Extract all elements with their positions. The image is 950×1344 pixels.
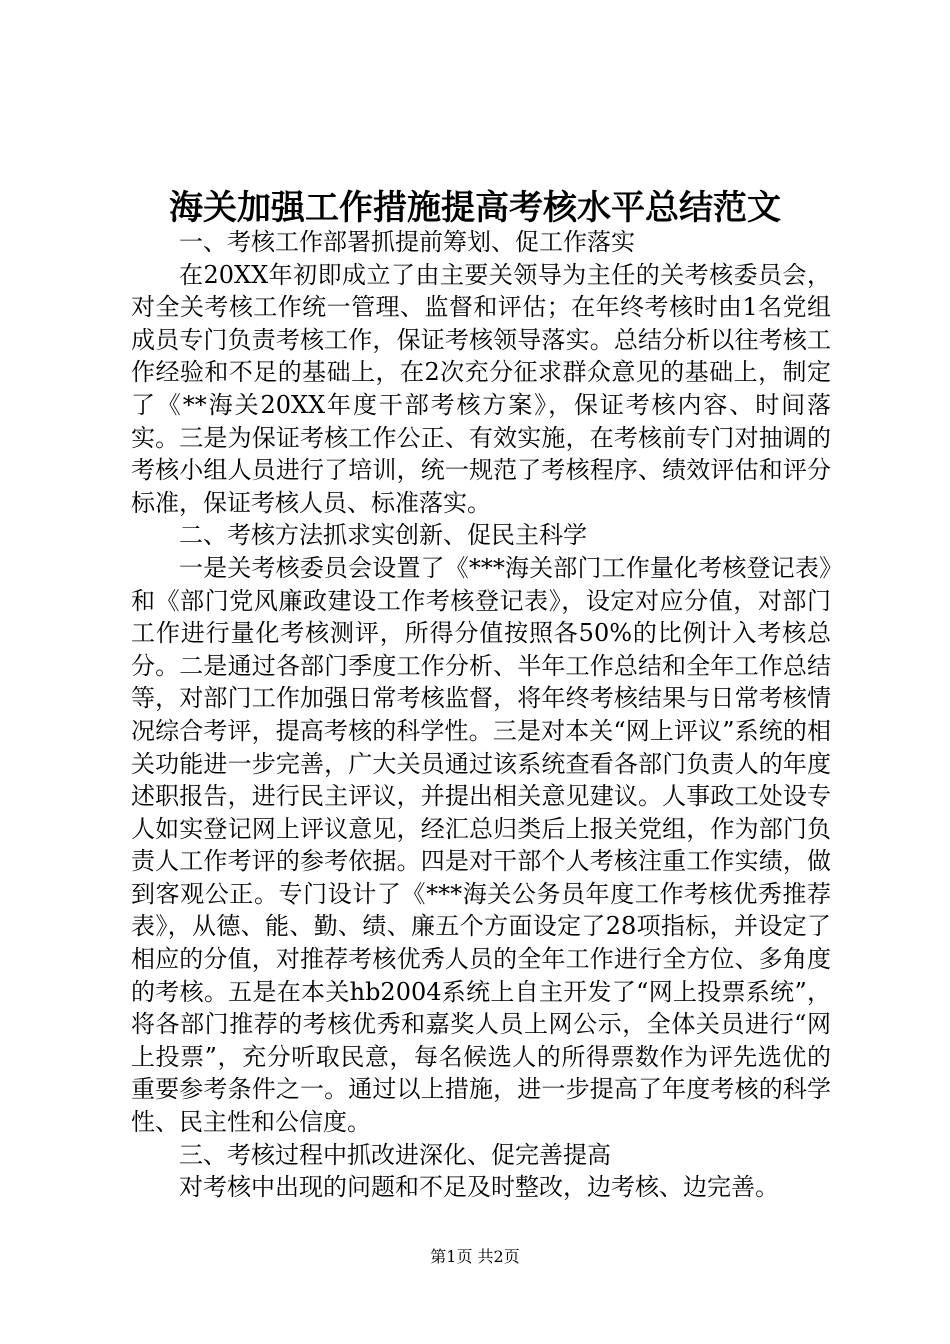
section-1-paragraph: 在20XX年初即成立了由主要关领导为主任的关考核委员会，对全关考核工作统一管理、监督和评估；在年终考核时由1名党组成员专门负责考核工作，保证考核领导落实。总结分析以往考核工作经验和不足的基础上，在2次充分征求群众意见的基础上，制定了《**海关20XX年度干部考核方案》，保证考核内容、时间落实。三是为保证考核工作公正、有效实施，在考核前专门对抽调的考核小组人员进行了培训，统一规范了考核程序、绩效评估和评分标准，保证考核人员、标准落实。 <box>131 260 831 517</box>
section-2-heading: 二、考核方法抓求实创新、促民主科学 <box>179 521 587 550</box>
page-number-footer: 第1页 共2页 <box>430 1247 520 1266</box>
document-body <box>131 226 831 1204</box>
section-3-heading: 三、考核过程中抓改进深化、促完善提高 <box>179 1140 611 1169</box>
section-2-paragraph: 一是关考核委员会设置了《***海关部门工作量化考核登记表》和《部门党风廉政建设工作考核登记表》，设定对应分值，对部门工作进行量化考核测评，所得分值按照各50%的比例计入考核总分。二是通过各部门季度工作分析、半年工作总结和全年工作总结等，对部门工作加强日常考核监督，将年终考核结果与日常考核情况综合考评，提高考核的科学性。三是对本关“网上评议”系统的相关功能进一步完善，广大关员通过该系统查看各部门负责人的年度述职报告，进行民主评议，并提出相关意见建议。人事政工处设专人如实登记网上评议意见，经汇总归类后上报关党组，作为部门负责人工作考评的参考依据。四是对干部个人考核注重工作实绩，做到客观公正。专门设计了《***海关公务员年度工作考核优秀推荐表》，从德、能、勤、绩、廉五个方面设定了28项指标，并设定了相应的分值，对推荐考核优秀人员的全年工作进行全方位、多角度的考核。五是在本关hb2004系统上自主开发了“网上投票系统”，将各部门推荐的考核优秀和嘉奖人员上网公示，全体关员进行“网上投票”，充分听取民意，每名候选人的所得票数作为评先选优的重要参考条件之一。通过以上措施，进一步提高了年度考核的科学性、民主性和公信度。 <box>131 553 831 1137</box>
section-1-heading: 一、考核工作部署抓提前筹划、促工作落实 <box>179 228 635 256</box>
document-title: 海关加强工作措施提高考核水平总结范文 <box>169 188 781 228</box>
section-3-paragraph: 对考核中出现的问题和不足及时整改，边考核、边完善。 <box>179 1173 779 1202</box>
